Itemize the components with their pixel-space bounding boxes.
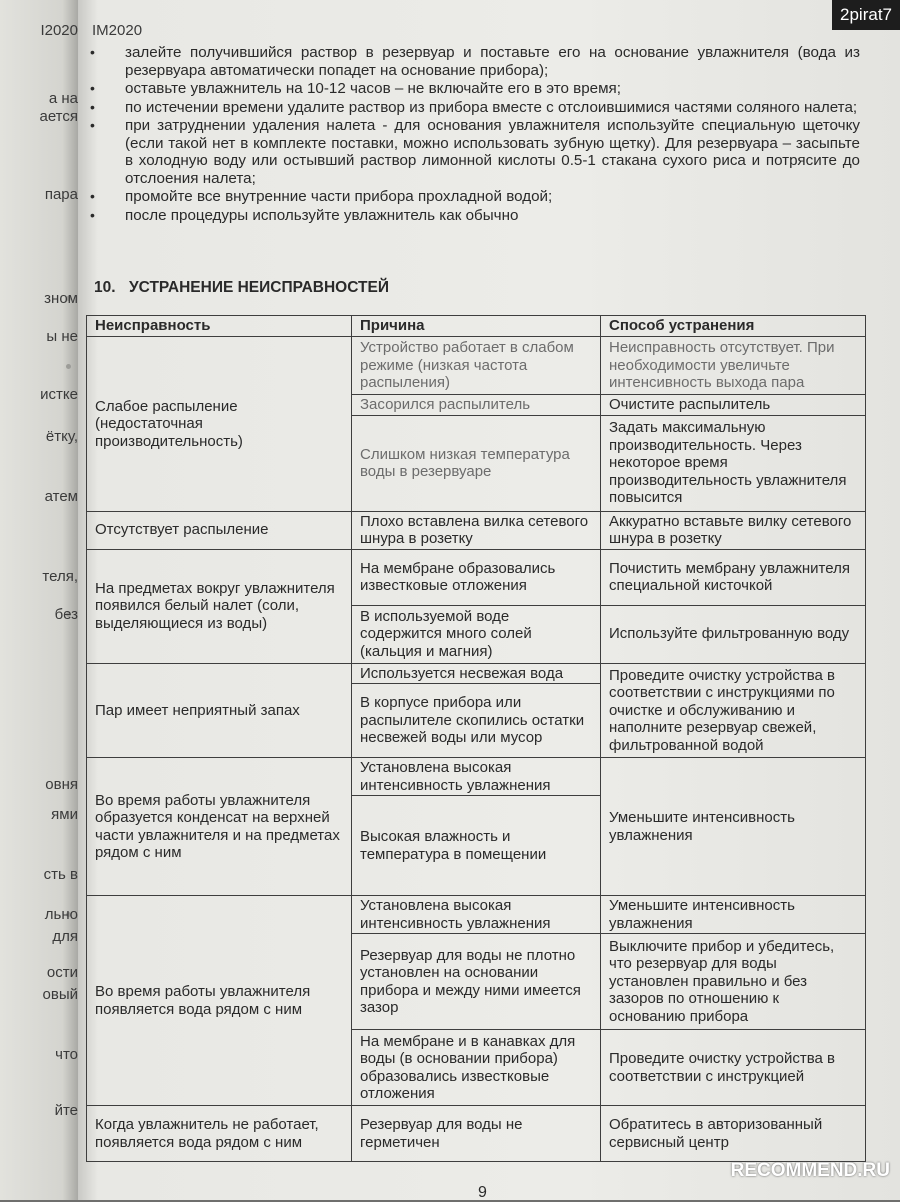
table-row: [87, 1106, 866, 1162]
column-header-problem: Неисправность: [87, 316, 352, 337]
fix-cell: Задать максимальную производительность. Через некоторое время производительность увлажнителя повысится: [601, 415, 866, 511]
problem-cell: Когда увлажнитель не работает, появляется вода рядом с ним: [87, 1106, 352, 1162]
problem-cell: Отсутствует распыление: [87, 511, 352, 549]
list-item: • оставьте увлажнитель на 10-12 часов – не включайте его в это время;: [90, 80, 860, 98]
fix-cell: Проведите очистку устройства в соответствии с инструкциями по очистке и обслуживанию и наполните резервуар свежей, фильтрованной водой: [601, 663, 866, 758]
adjacent-page-text: без: [54, 606, 78, 623]
adjacent-page-edge: [0, 0, 78, 1200]
adjacent-page-text: для: [52, 928, 78, 945]
troubleshooting-table: [86, 315, 866, 1162]
adjacent-page-text: ями: [51, 806, 78, 823]
column-header-cause: Причина: [352, 316, 601, 337]
cause-cell: В используемой воде содержится много солей (кальция и магния): [352, 605, 601, 663]
cause-cell: На мембране образовались известковые отложения: [352, 549, 601, 605]
fix-cell: Используйте фильтрованную воду: [601, 605, 866, 663]
cause-cell: Резервуар для воды не герметичен: [352, 1106, 601, 1162]
fix-cell: Выключите прибор и убедитесь, что резервуар для воды установлен правильно и без зазоров по отношению к основанию прибора: [601, 934, 866, 1030]
cause-cell: Используется несвежая вода: [352, 663, 601, 684]
cause-cell: Устройство работает в слабом режиме (низкая частота распыления): [352, 337, 601, 395]
table-row: [87, 337, 866, 395]
adjacent-page-text: ётку,: [45, 428, 78, 445]
list-item: • по истечении времени удалите раствор из прибора вместе с отслоившимися частями соляного налета;: [90, 99, 860, 117]
binding-hole: [66, 364, 71, 369]
adjacent-page-text: теля,: [42, 568, 78, 585]
table-row: [87, 511, 866, 549]
section-title: УСТРАНЕНИЕ НЕИСПРАВНОСТЕЙ: [129, 279, 389, 296]
list-item: • при затруднении удаления налета - для основания увлажнителя используйте специальную щеточку (если такой нет в комплекте поставки, можно использовать зубную щетку). Для резервуара – засыпьте в холодную воду или остывший раствор лимонной кислоты 0.5-1 стакана сухого риса и потрясите до отслоения налета;: [90, 117, 860, 187]
adjacent-page-text: овня: [45, 776, 78, 793]
cause-cell: Слишком низкая температура воды в резервуаре: [352, 415, 601, 511]
fix-cell: Почистить мембрану увлажнителя специальной кисточкой: [601, 549, 866, 605]
model-name: IM2020: [92, 22, 143, 39]
adjacent-page-text: а на: [48, 90, 78, 107]
page-number: 9: [478, 1184, 487, 1201]
problem-cell: Слабое распыление (недостаточная производительность): [87, 337, 352, 512]
adjacent-page-text: истке: [40, 386, 78, 403]
cause-cell: Установлена высокая интенсивность увлажнения: [352, 896, 601, 934]
problem-cell: Пар имеет неприятный запах: [87, 663, 352, 758]
fix-cell: Аккуратно вставьте вилку сетевого шнура в розетку: [601, 511, 866, 549]
problem-cell: Во время работы увлажнителя образуется конденсат на верхней части увлажнителя и на предметах рядом с ним: [87, 758, 352, 896]
adjacent-page-text: йте: [54, 1102, 78, 1119]
cause-cell: Высокая влажность и температура в помещении: [352, 796, 601, 896]
list-item: • после процедуры используйте увлажнитель как обычно: [90, 207, 860, 225]
adjacent-page-text: зном: [44, 290, 78, 307]
manual-page: [78, 0, 900, 1200]
table-row: [87, 758, 866, 796]
fix-cell: Проведите очистку устройства в соответствии с инструкцией: [601, 1030, 866, 1106]
site-watermark: RECOMMEND.RU: [730, 1160, 890, 1181]
cause-cell: Резервуар для воды не плотно установлен на основании прибора и между ними имеется зазор: [352, 934, 601, 1030]
adjacent-page-text: овый: [42, 986, 78, 1003]
fix-cell: Уменьшите интенсивность увлажнения: [601, 758, 866, 896]
adjacent-page-text: атем: [44, 488, 78, 505]
adjacent-page-text: I2020: [40, 22, 78, 39]
section-number: 10.: [94, 279, 116, 296]
table-row: [87, 549, 866, 605]
fix-cell: Уменьшите интенсивность увлажнения: [601, 896, 866, 934]
column-header-fix: Способ устранения: [601, 316, 866, 337]
adjacent-page-text: ы не: [46, 328, 78, 345]
cause-cell: Установлена высокая интенсивность увлажнения: [352, 758, 601, 796]
adjacent-page-text: ается: [39, 108, 78, 125]
adjacent-page-text: пара: [44, 186, 78, 203]
user-badge: 2pirat7: [832, 0, 900, 30]
cause-cell: На мембране и в канавках для воды (в основании прибора) образовались известковые отложения: [352, 1030, 601, 1106]
cause-cell: Плохо вставлена вилка сетевого шнура в розетку: [352, 511, 601, 549]
table-row: [87, 663, 866, 684]
table-row: [87, 896, 866, 934]
cause-cell: Засорился распылитель: [352, 395, 601, 416]
problem-cell: Во время работы увлажнителя появляется вода рядом с ним: [87, 896, 352, 1106]
adjacent-page-text: ости: [46, 964, 78, 981]
adjacent-page-text: сть в: [43, 866, 78, 883]
fix-cell: Обратитесь в авторизованный сервисный центр: [601, 1106, 866, 1162]
section-heading: [94, 279, 389, 297]
adjacent-page-text: льно: [44, 906, 78, 923]
table-header-row: [87, 316, 866, 337]
cleaning-steps-list: [90, 44, 860, 225]
adjacent-page-text: что: [55, 1046, 78, 1063]
fix-cell: Очистите распылитель: [601, 395, 866, 416]
list-item: • промойте все внутренние части прибора прохладной водой;: [90, 188, 860, 206]
cause-cell: В корпусе прибора или распылителе скопились остатки несвежей воды или мусор: [352, 684, 601, 758]
problem-cell: На предметах вокруг увлажнителя появился белый налет (соли, выделяющиеся из воды): [87, 549, 352, 663]
fix-cell: Неисправность отсутствует. При необходимости увеличьте интенсивность выхода пара: [601, 337, 866, 395]
list-item: • залейте получившийся раствор в резервуар и поставьте его на основание увлажнителя (вода из резервуара автоматически попадет на основание прибора);: [90, 44, 860, 79]
